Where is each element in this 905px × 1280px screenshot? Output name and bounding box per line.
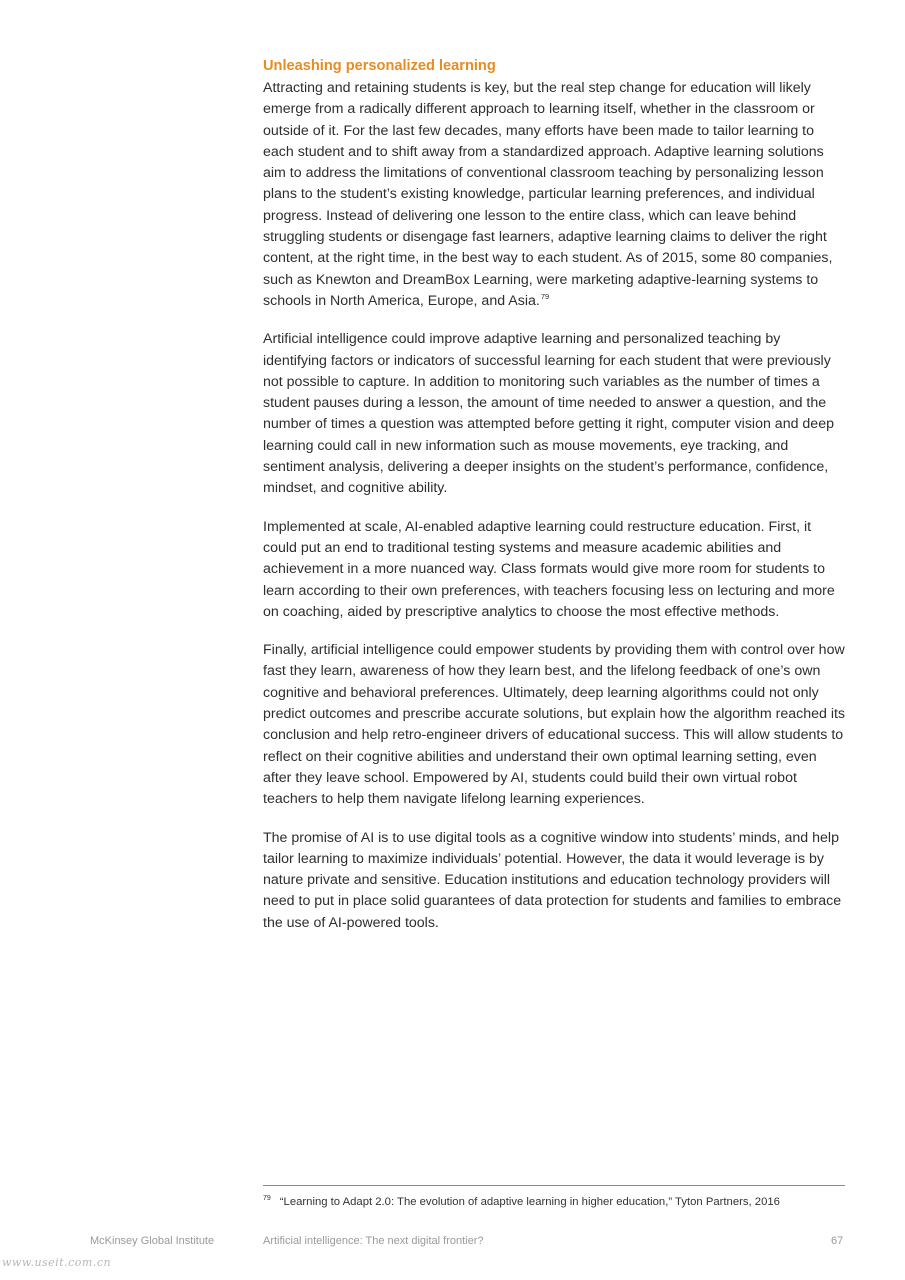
page-number: 67 <box>831 1235 844 1247</box>
article-body <box>263 56 848 951</box>
footnote-divider <box>263 1185 845 1186</box>
footnote-number: 79 <box>263 1195 271 1203</box>
footer-report-title: Artificial intelligence: The next digital frontier? <box>263 1235 484 1247</box>
paragraph-2: Artificial intelligence could improve adaptive learning and personalized teaching by identifying factors or indicators of successful learning for each student that were previously not possible to capture. In addition to monitoring such variables as the number of times a student pauses during a lesson, the amount of time needed to answer a question, and the number of times a question was attempted before getting it right, computer vision and deep learning could call in new information such as mouse movements, eye tracking, and sentiment analysis, delivering a deeper insights on the student’s performance, confidence, mindset, and cognitive ability. <box>263 331 834 497</box>
watermark: www.useit.com.cn <box>2 1256 112 1269</box>
paragraph-4: Finally, artificial intelligence could empower students by providing them with control over how fast they learn, awareness of how they learn best, and the lifelong feedback of one’s own cognitive and behavioral preferences. Ultimately, deep learning algorithms could not only predict outcomes and prescribe accurate solutions, but explain how the algorithm reached its conclusion and help retro-engineer drivers of educational success. This will allow students to reflect on their cognitive abilities and understand their own optimal learning setting, even after they leave school. Empowered by AI, students could build their own virtual robot teachers to help them navigate lifelong learning experiences. <box>263 642 846 808</box>
section-heading: Unleashing personalized learning <box>263 58 496 74</box>
paragraph-3: Implemented at scale, AI-enabled adaptive learning could restructure education. First, it could put an end to traditional testing systems and measure academic abilities and achievement in a more nuanced way. Class formats would give more room for students to learn according to their own preferences, with teachers focusing less on lecturing and more on coaching, aided by prescriptive analytics to choose the most effective methods. <box>263 518 835 620</box>
footnote <box>263 1195 845 1210</box>
paragraph-5: The promise of AI is to use digital tools as a cognitive window into students’ minds, and help tailor learning to maximize individuals’ potential. However, the data it would leverage is by nature private and sensitive. Education institutions and education technology providers will need to put in place solid guarantees of data protection for students and families to embrace the use of AI-powered tools. <box>263 829 842 931</box>
paragraph-1-text: Attracting and retaining students is key, but the real step change for education will likely emerge from a radically different approach to learning itself, whether in the classroom or outside of it. For the last few decades, many efforts have been made to tailor learning to each student and to shift away from a standardized approach. Adaptive learning solutions aim to address the limitations of conventional classroom teaching by personalizing lesson plans to the student’s existing knowledge, particular learning preferences, and individual progress. Instead of delivering one lesson to the entire class, which can leave behind struggling students or disengage fast learners, adaptive learning claims to deliver the right content, at the right time, in the best way to each student. As of 2015, some 80 companies, such as Knewton and DreamBox Learning, were marketing adaptive-learning systems to schools in North America, Europe, and Asia. <box>263 80 833 309</box>
paragraph-1 <box>263 78 848 312</box>
footer-publisher: McKinsey Global Institute <box>90 1235 215 1247</box>
footnote-reference[interactable]: 79 <box>540 292 550 302</box>
footnote-text: “Learning to Adapt 2.0: The evolution of adaptive learning in higher education,” Tyton Partners, 2016 <box>279 1196 780 1208</box>
